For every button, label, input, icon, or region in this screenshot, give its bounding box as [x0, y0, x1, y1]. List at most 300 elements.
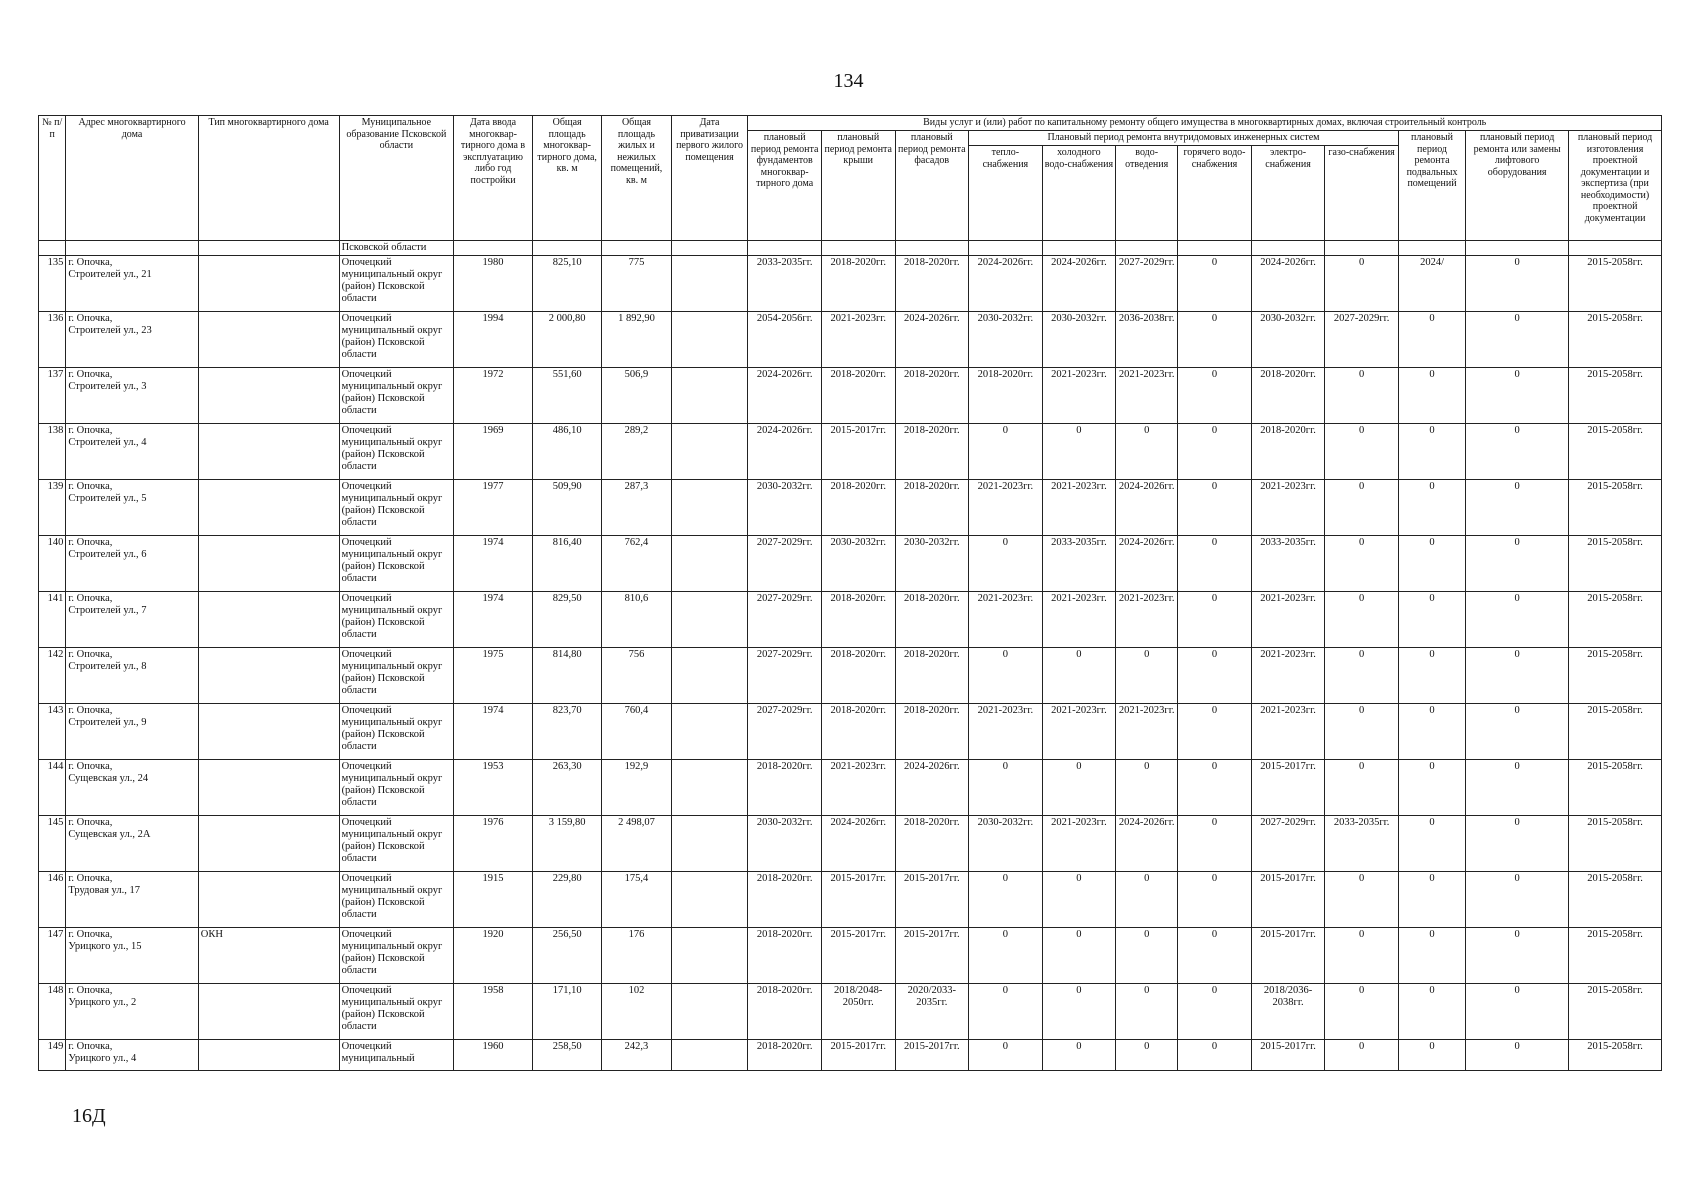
- municipality: Опочецкий муниципальный округ (район) Псковской области: [339, 312, 454, 368]
- address: [66, 704, 198, 760]
- design-docs-period: 2015-2058гг.: [1569, 648, 1662, 704]
- cold-water-period: 0: [1042, 760, 1116, 816]
- municipality: Опочецкий муниципальный округ (район) Псковской области: [339, 760, 454, 816]
- basement-period: 0: [1398, 648, 1465, 704]
- commission-year: 1953: [454, 760, 533, 816]
- cold-water-period: 2021-2023гг.: [1042, 704, 1116, 760]
- table-row: [39, 480, 1662, 536]
- table-row: [39, 928, 1662, 984]
- municipality: Опочецкий муниципальный округ (район) Псковской области: [339, 368, 454, 424]
- header-elevator: плановый период ремонта или замены лифтового оборудования: [1466, 131, 1569, 241]
- elevator-period: 0: [1466, 480, 1569, 536]
- roof-period: 2018-2020гг.: [821, 648, 895, 704]
- gas-period: 0: [1325, 368, 1399, 424]
- basement-period: 0: [1398, 816, 1465, 872]
- gas-period: 0: [1325, 480, 1399, 536]
- roof-period: 2015-2017гг.: [821, 424, 895, 480]
- design-docs-period: 2015-2058гг.: [1569, 592, 1662, 648]
- heat-period: 0: [969, 928, 1043, 984]
- electric-period: 2024-2026гг.: [1251, 256, 1325, 312]
- facade-period: 2030-2032гг.: [895, 536, 969, 592]
- cold-water-period: 0: [1042, 1040, 1116, 1071]
- elevator-period: 0: [1466, 592, 1569, 648]
- address-city: г. Опочка,: [68, 761, 113, 773]
- row-num: 146: [39, 872, 66, 928]
- design-docs-period: 2015-2058гг.: [1569, 368, 1662, 424]
- heat-period: 2018-2020гг.: [969, 368, 1043, 424]
- hot-water-period: 0: [1178, 704, 1252, 760]
- commission-year: 1977: [454, 480, 533, 536]
- row-num: 141: [39, 592, 66, 648]
- table-row: [39, 424, 1662, 480]
- area-premises: 760,4: [602, 704, 671, 760]
- header-total-area-building: Общая площадь многоквар-тирного дома, кв. м: [532, 116, 601, 241]
- privatization-date: [671, 648, 748, 704]
- header-roof: плановый период ремонта крыши: [821, 131, 895, 241]
- elevator-period: 0: [1466, 368, 1569, 424]
- gas-period: 2033-2035гг.: [1325, 816, 1399, 872]
- sewer-period: 0: [1116, 872, 1178, 928]
- cold-water-period: 2021-2023гг.: [1042, 480, 1116, 536]
- design-docs-period: 2015-2058гг.: [1569, 536, 1662, 592]
- roof-period: 2018-2020гг.: [821, 480, 895, 536]
- house-type: [198, 256, 339, 312]
- heat-period: 2021-2023гг.: [969, 704, 1043, 760]
- address: [66, 536, 198, 592]
- facade-period: 2015-2017гг.: [895, 1040, 969, 1071]
- cold-water-period: 2021-2023гг.: [1042, 368, 1116, 424]
- privatization-date: [671, 1040, 748, 1071]
- house-type: [198, 1040, 339, 1071]
- area-premises: 287,3: [602, 480, 671, 536]
- sewer-period: 0: [1116, 648, 1178, 704]
- address: [66, 1040, 198, 1071]
- address-street: Строителей ул., 6: [68, 549, 147, 561]
- row-num: 138: [39, 424, 66, 480]
- area-building: 171,10: [532, 984, 601, 1040]
- house-type: ОКН: [198, 928, 339, 984]
- foundation-period: 2033-2035гг.: [748, 256, 822, 312]
- row-num: 140: [39, 536, 66, 592]
- design-docs-period: 2015-2058гг.: [1569, 480, 1662, 536]
- house-type: [198, 536, 339, 592]
- continuation-municipality: Псковской области: [339, 241, 454, 256]
- roof-period: 2018-2020гг.: [821, 704, 895, 760]
- address-city: г. Опочка,: [68, 985, 113, 997]
- commission-year: 1958: [454, 984, 533, 1040]
- hot-water-period: 0: [1178, 592, 1252, 648]
- electric-period: 2021-2023гг.: [1251, 648, 1325, 704]
- address-street: Строителей ул., 21: [68, 269, 152, 281]
- electric-period: 2015-2017гг.: [1251, 760, 1325, 816]
- municipality: Опочецкий муниципальный: [339, 1040, 454, 1071]
- header-total-area-premises: Общая площадь жилых и нежилых помещений, кв. м: [602, 116, 671, 241]
- address: [66, 256, 198, 312]
- privatization-date: [671, 368, 748, 424]
- facade-period: 2018-2020гг.: [895, 424, 969, 480]
- row-num: 136: [39, 312, 66, 368]
- electric-period: 2018-2020гг.: [1251, 368, 1325, 424]
- page-number: 134: [833, 70, 864, 92]
- hot-water-period: 0: [1178, 480, 1252, 536]
- gas-period: 2027-2029гг.: [1325, 312, 1399, 368]
- sewer-period: 2021-2023гг.: [1116, 704, 1178, 760]
- header-works-group: Виды услуг и (или) работ по капитальному ремонту общего имущества в многоквартирных домах, включая строительный контроль: [748, 116, 1662, 131]
- elevator-period: 0: [1466, 256, 1569, 312]
- design-docs-period: 2015-2058гг.: [1569, 928, 1662, 984]
- privatization-date: [671, 592, 748, 648]
- privatization-date: [671, 704, 748, 760]
- basement-period: 0: [1398, 872, 1465, 928]
- heat-period: 2021-2023гг.: [969, 480, 1043, 536]
- heat-period: 2030-2032гг.: [969, 312, 1043, 368]
- roof-period: 2015-2017гг.: [821, 872, 895, 928]
- address-street: Строителей ул., 8: [68, 661, 147, 673]
- foundation-period: 2027-2029гг.: [748, 592, 822, 648]
- commission-year: 1969: [454, 424, 533, 480]
- row-num: 145: [39, 816, 66, 872]
- area-premises: 2 498,07: [602, 816, 671, 872]
- foundation-period: 2030-2032гг.: [748, 480, 822, 536]
- address-city: г. Опочка,: [68, 369, 113, 381]
- row-num: 142: [39, 648, 66, 704]
- address: [66, 592, 198, 648]
- basement-period: 0: [1398, 928, 1465, 984]
- table-row: [39, 760, 1662, 816]
- address-street: Сущевская ул., 2А: [68, 829, 151, 841]
- area-premises: 192,9: [602, 760, 671, 816]
- design-docs-period: 2015-2058гг.: [1569, 704, 1662, 760]
- gas-period: 0: [1325, 704, 1399, 760]
- address-street: Трудовая ул., 17: [68, 885, 140, 897]
- privatization-date: [671, 536, 748, 592]
- foundation-period: 2018-2020гг.: [748, 760, 822, 816]
- facade-period: 2015-2017гг.: [895, 928, 969, 984]
- address-city: г. Опочка,: [68, 257, 113, 269]
- address-city: г. Опочка,: [68, 481, 113, 493]
- cold-water-period: 0: [1042, 648, 1116, 704]
- row-num: 149: [39, 1040, 66, 1071]
- design-docs-period: 2015-2058гг.: [1569, 816, 1662, 872]
- address-street: Строителей ул., 23: [68, 325, 152, 337]
- privatization-date: [671, 928, 748, 984]
- foundation-period: 2027-2029гг.: [748, 536, 822, 592]
- address: [66, 480, 198, 536]
- design-docs-period: 2015-2058гг.: [1569, 256, 1662, 312]
- address-city: г. Опочка,: [68, 425, 113, 437]
- address: [66, 984, 198, 1040]
- hot-water-period: 0: [1178, 256, 1252, 312]
- house-type: [198, 648, 339, 704]
- header-type: Тип многоквартирного дома: [198, 116, 339, 241]
- elevator-period: 0: [1466, 536, 1569, 592]
- electric-period: 2033-2035гг.: [1251, 536, 1325, 592]
- commission-year: 1972: [454, 368, 533, 424]
- foundation-period: 2030-2032гг.: [748, 816, 822, 872]
- area-premises: 176: [602, 928, 671, 984]
- privatization-date: [671, 984, 748, 1040]
- footer-code: 16Д: [72, 1105, 106, 1127]
- facade-period: 2018-2020гг.: [895, 256, 969, 312]
- foundation-period: 2024-2026гг.: [748, 368, 822, 424]
- address: [66, 872, 198, 928]
- commission-year: 1976: [454, 816, 533, 872]
- foundation-period: 2054-2056гг.: [748, 312, 822, 368]
- sewer-period: 2024-2026гг.: [1116, 480, 1178, 536]
- elevator-period: 0: [1466, 424, 1569, 480]
- address-city: г. Опочка,: [68, 537, 113, 549]
- hot-water-period: 0: [1178, 872, 1252, 928]
- table-row: [39, 872, 1662, 928]
- cold-water-period: 2030-2032гг.: [1042, 312, 1116, 368]
- foundation-period: 2018-2020гг.: [748, 1040, 822, 1071]
- electric-period: 2015-2017гг.: [1251, 872, 1325, 928]
- address: [66, 816, 198, 872]
- area-building: 3 159,80: [532, 816, 601, 872]
- area-building: 256,50: [532, 928, 601, 984]
- facade-period: 2024-2026гг.: [895, 312, 969, 368]
- header-gas: газо-снабжения: [1325, 146, 1399, 241]
- sewer-period: 0: [1116, 1040, 1178, 1071]
- elevator-period: 0: [1466, 760, 1569, 816]
- area-premises: 1 892,90: [602, 312, 671, 368]
- capital-repair-table: [38, 115, 1662, 1071]
- commission-year: 1975: [454, 648, 533, 704]
- privatization-date: [671, 424, 748, 480]
- address: [66, 424, 198, 480]
- elevator-period: 0: [1466, 648, 1569, 704]
- sewer-period: 0: [1116, 424, 1178, 480]
- house-type: [198, 984, 339, 1040]
- area-building: 825,10: [532, 256, 601, 312]
- municipality: Опочецкий муниципальный округ (район) Псковской области: [339, 648, 454, 704]
- roof-period: 2015-2017гг.: [821, 1040, 895, 1071]
- area-building: 229,80: [532, 872, 601, 928]
- table-row: [39, 704, 1662, 760]
- municipality: Опочецкий муниципальный округ (район) Псковской области: [339, 256, 454, 312]
- address-city: г. Опочка,: [68, 817, 113, 829]
- gas-period: 0: [1325, 536, 1399, 592]
- heat-period: 2024-2026гг.: [969, 256, 1043, 312]
- address-city: г. Опочка,: [68, 929, 113, 941]
- hot-water-period: 0: [1178, 424, 1252, 480]
- municipality: Опочецкий муниципальный округ (район) Псковской области: [339, 480, 454, 536]
- facade-period: 2018-2020гг.: [895, 368, 969, 424]
- elevator-period: 0: [1466, 312, 1569, 368]
- gas-period: 0: [1325, 1040, 1399, 1071]
- house-type: [198, 704, 339, 760]
- cold-water-period: 2033-2035гг.: [1042, 536, 1116, 592]
- gas-period: 0: [1325, 928, 1399, 984]
- facade-period: 2018-2020гг.: [895, 592, 969, 648]
- cold-water-period: 0: [1042, 424, 1116, 480]
- area-premises: 762,4: [602, 536, 671, 592]
- table-row: [39, 592, 1662, 648]
- basement-period: 0: [1398, 984, 1465, 1040]
- area-premises: 506,9: [602, 368, 671, 424]
- gas-period: 0: [1325, 256, 1399, 312]
- header-foundation: плановый период ремонта фундаментов многоквар-тирного дома: [748, 131, 822, 241]
- basement-period: 0: [1398, 424, 1465, 480]
- facade-period: 2015-2017гг.: [895, 872, 969, 928]
- foundation-period: 2018-2020гг.: [748, 872, 822, 928]
- sewer-period: 0: [1116, 928, 1178, 984]
- electric-period: 2015-2017гг.: [1251, 928, 1325, 984]
- address: [66, 648, 198, 704]
- table-row: [39, 256, 1662, 312]
- facade-period: 2024-2026гг.: [895, 760, 969, 816]
- address-street: Строителей ул., 3: [68, 381, 147, 393]
- sewer-period: 0: [1116, 984, 1178, 1040]
- header-privatization-date: Дата приватизации первого жилого помещения: [671, 116, 748, 241]
- heat-period: 2021-2023гг.: [969, 592, 1043, 648]
- municipality: Опочецкий муниципальный округ (район) Псковской области: [339, 536, 454, 592]
- commission-year: 1960: [454, 1040, 533, 1071]
- elevator-period: 0: [1466, 816, 1569, 872]
- sewer-period: 2024-2026гг.: [1116, 816, 1178, 872]
- row-num: 144: [39, 760, 66, 816]
- house-type: [198, 480, 339, 536]
- basement-period: 0: [1398, 312, 1465, 368]
- cold-water-period: 2021-2023гг.: [1042, 816, 1116, 872]
- commission-year: 1980: [454, 256, 533, 312]
- heat-period: 0: [969, 872, 1043, 928]
- privatization-date: [671, 480, 748, 536]
- address-street: Урицкого ул., 15: [68, 941, 142, 953]
- municipality: Опочецкий муниципальный округ (район) Псковской области: [339, 872, 454, 928]
- hot-water-period: 0: [1178, 312, 1252, 368]
- hot-water-period: 0: [1178, 648, 1252, 704]
- basement-period: 0: [1398, 704, 1465, 760]
- municipality: Опочецкий муниципальный округ (район) Псковской области: [339, 816, 454, 872]
- foundation-period: 2018-2020гг.: [748, 928, 822, 984]
- basement-period: 0: [1398, 480, 1465, 536]
- house-type: [198, 312, 339, 368]
- header-num: № п/п: [39, 116, 66, 241]
- electric-period: 2015-2017гг.: [1251, 1040, 1325, 1071]
- header-municipality: Муниципальное образование Псковской области: [339, 116, 454, 241]
- header-date-commission: Дата ввода многоквар-тирного дома в эксплуатацию либо год постройки: [454, 116, 533, 241]
- hot-water-period: 0: [1178, 760, 1252, 816]
- elevator-period: 0: [1466, 704, 1569, 760]
- hot-water-period: 0: [1178, 928, 1252, 984]
- basement-period: 0: [1398, 536, 1465, 592]
- header-design-docs: плановый период изготовления проектной документации и экспертиза (при необходимости) проектной документации: [1569, 131, 1662, 241]
- roof-period: 2021-2023гг.: [821, 312, 895, 368]
- roof-period: 2030-2032гг.: [821, 536, 895, 592]
- heat-period: 0: [969, 1040, 1043, 1071]
- area-premises: 775: [602, 256, 671, 312]
- heat-period: 0: [969, 536, 1043, 592]
- area-premises: 242,3: [602, 1040, 671, 1071]
- hot-water-period: 0: [1178, 536, 1252, 592]
- heat-period: 0: [969, 648, 1043, 704]
- privatization-date: [671, 872, 748, 928]
- sewer-period: 2024-2026гг.: [1116, 536, 1178, 592]
- electric-period: 2030-2032гг.: [1251, 312, 1325, 368]
- sewer-period: 2021-2023гг.: [1116, 368, 1178, 424]
- address: [66, 760, 198, 816]
- commission-year: 1974: [454, 592, 533, 648]
- elevator-period: 0: [1466, 1040, 1569, 1071]
- commission-year: 1920: [454, 928, 533, 984]
- gas-period: 0: [1325, 648, 1399, 704]
- electric-period: 2018/2036-2038гг.: [1251, 984, 1325, 1040]
- facade-period: 2018-2020гг.: [895, 648, 969, 704]
- area-building: 263,30: [532, 760, 601, 816]
- facade-period: 2020/2033-2035гг.: [895, 984, 969, 1040]
- facade-period: 2018-2020гг.: [895, 704, 969, 760]
- row-num: 139: [39, 480, 66, 536]
- commission-year: 1994: [454, 312, 533, 368]
- electric-period: 2021-2023гг.: [1251, 704, 1325, 760]
- table-row: [39, 648, 1662, 704]
- table-row: [39, 984, 1662, 1040]
- roof-period: 2015-2017гг.: [821, 928, 895, 984]
- cold-water-period: 2024-2026гг.: [1042, 256, 1116, 312]
- address: [66, 368, 198, 424]
- municipality: Опочецкий муниципальный округ (район) Псковской области: [339, 984, 454, 1040]
- area-building: 2 000,80: [532, 312, 601, 368]
- gas-period: 0: [1325, 984, 1399, 1040]
- hot-water-period: 0: [1178, 1040, 1252, 1071]
- house-type: [198, 816, 339, 872]
- header-electric: электро-снабжения: [1251, 146, 1325, 241]
- roof-period: 2018-2020гг.: [821, 256, 895, 312]
- cold-water-period: 0: [1042, 984, 1116, 1040]
- house-type: [198, 368, 339, 424]
- commission-year: 1974: [454, 536, 533, 592]
- foundation-period: 2027-2029гг.: [748, 648, 822, 704]
- area-premises: 175,4: [602, 872, 671, 928]
- header-cold-water: холодного водо-снабжения: [1042, 146, 1116, 241]
- privatization-date: [671, 256, 748, 312]
- gas-period: 0: [1325, 424, 1399, 480]
- foundation-period: 2018-2020гг.: [748, 984, 822, 1040]
- roof-period: 2018/2048-2050гг.: [821, 984, 895, 1040]
- design-docs-period: 2015-2058гг.: [1569, 872, 1662, 928]
- design-docs-period: 2015-2058гг.: [1569, 760, 1662, 816]
- privatization-date: [671, 816, 748, 872]
- design-docs-period: 2015-2058гг.: [1569, 1040, 1662, 1071]
- address-street: Строителей ул., 4: [68, 437, 147, 449]
- house-type: [198, 424, 339, 480]
- address-street: Строителей ул., 5: [68, 493, 147, 505]
- address-street: Урицкого ул., 4: [68, 1053, 137, 1065]
- house-type: [198, 872, 339, 928]
- row-num: 143: [39, 704, 66, 760]
- address-street: Урицкого ул., 2: [68, 997, 137, 1009]
- basement-period: 0: [1398, 592, 1465, 648]
- design-docs-period: 2015-2058гг.: [1569, 312, 1662, 368]
- roof-period: 2018-2020гг.: [821, 368, 895, 424]
- area-building: 823,70: [532, 704, 601, 760]
- municipality: Опочецкий муниципальный округ (район) Псковской области: [339, 704, 454, 760]
- area-building: 509,90: [532, 480, 601, 536]
- privatization-date: [671, 312, 748, 368]
- table-row: [39, 816, 1662, 872]
- address-city: г. Опочка,: [68, 649, 113, 661]
- header-heat: тепло-снабжения: [969, 146, 1043, 241]
- area-building: 829,50: [532, 592, 601, 648]
- row-num: 135: [39, 256, 66, 312]
- area-premises: 756: [602, 648, 671, 704]
- municipality: Опочецкий муниципальный округ (район) Псковской области: [339, 592, 454, 648]
- basement-period: 0: [1398, 1040, 1465, 1071]
- commission-year: 1915: [454, 872, 533, 928]
- basement-period: 0: [1398, 760, 1465, 816]
- roof-period: 2021-2023гг.: [821, 760, 895, 816]
